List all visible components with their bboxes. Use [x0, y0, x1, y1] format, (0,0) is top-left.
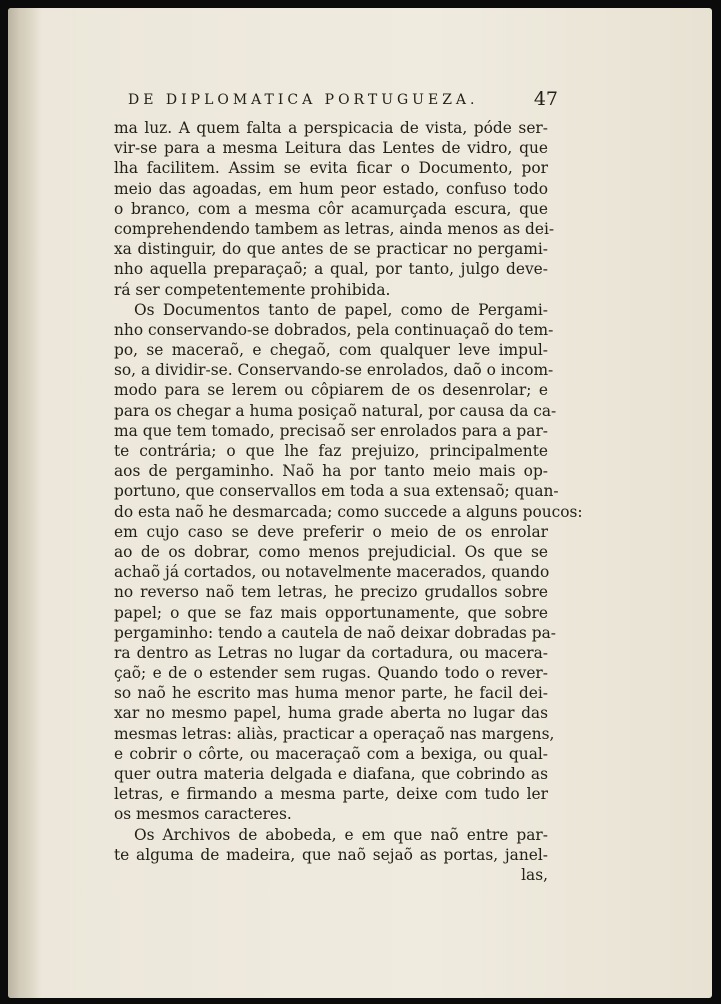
text-line: nho conservando-se dobrados, pela continuaçaõ do tem-: [114, 320, 554, 339]
text-line: Os Documentos tanto de papel, como de Pergami-: [134, 300, 548, 319]
text-line: portuno, que conservallos em toda a sua extensaõ; quan-: [114, 482, 559, 501]
text-line: quer outra materia delgada e diafana, que cobrindo as: [114, 765, 548, 783]
paragraph: [114, 825, 548, 865]
page-number: 47: [533, 88, 558, 110]
text-line: mesmas letras: aliàs, practicar a operaçaõ nas margens,: [114, 724, 555, 743]
text-line: modo para se lerem ou côpiarem de os desenrolar; e: [114, 381, 548, 400]
text-line: em cujo caso se deve preferir o meio de os enrolar: [114, 522, 548, 541]
text-line: ma luz. A quem falta a perspicacia de vista, póde ser-: [114, 119, 548, 137]
text-line: xar no mesmo papel, huma grade aberta no lugar das: [114, 704, 548, 723]
paragraph: [114, 300, 583, 825]
running-title: DE DIPLOMATICA PORTUGUEZA.: [128, 92, 479, 108]
text-line: letras, e firmando a mesma parte, deixe com tudo ler: [114, 785, 548, 804]
book-page: [8, 8, 712, 998]
text-line: so, a dividir-se. Conservando-se enrolados, daõ o incom-: [114, 361, 554, 380]
text-line: os mesmos caracteres.: [114, 805, 292, 824]
text-line: xa distinguir, do que antes de se practicar no pergami-: [114, 240, 548, 259]
text-line: comprehendendo tambem as letras, ainda menos as dei-: [114, 219, 555, 238]
paragraph: [114, 118, 555, 300]
text-line: so naõ he escrito mas huma menor parte, he facil dei-: [114, 684, 548, 703]
body-text: [114, 118, 583, 865]
text-block: [114, 88, 583, 885]
text-line: meio das agoadas, em hum peor estado, confuso todo: [114, 179, 548, 198]
text-line: çaõ; e de o estender sem rugas. Quando todo o rever-: [114, 664, 548, 683]
text-line: nho aquella preparaçaõ; a qual, por tanto, julgo deve-: [114, 260, 548, 279]
text-line: e cobrir o côrte, ou maceraçaõ com a bexiga, ou qual-: [114, 744, 548, 763]
text-line: vir-se para a mesma Leitura das Lentes de vidro, que: [114, 139, 548, 158]
catchword: las,: [521, 865, 548, 884]
text-line: ao de os dobrar, como menos prejudicial. Os que se: [114, 542, 548, 561]
text-line: do esta naõ he desmarcada; como succede a alguns poucos:: [114, 502, 583, 521]
text-line: lha facilitem. Assim se evita ficar o Documento, por: [114, 159, 548, 178]
running-head: [114, 88, 558, 118]
text-line: pergaminho: tendo a cautela de naõ deixar dobradas pa-: [114, 623, 556, 642]
text-line: ra dentro as Letras no lugar da cortadura, ou macera-: [114, 643, 548, 662]
text-line: o branco, com a mesma côr acamurçada escura, que: [114, 199, 548, 218]
text-line: te contrária; o que lhe faz prejuizo, principalmente: [114, 442, 548, 460]
text-line: po, se maceraõ, e chegaõ, com qualquer leve impul-: [114, 341, 548, 360]
text-line: no reverso naõ tem letras, he precizo grudallos sobre: [114, 583, 548, 602]
binding-gutter: [8, 8, 42, 998]
text-line: te alguma de madeira, que naõ sejaõ as portas, janel-: [114, 845, 548, 864]
text-line: Os Archivos de abobeda, e em que naõ entre par-: [134, 825, 548, 844]
text-line: ma que tem tomado, precisaõ ser enrolados para a par-: [114, 421, 548, 440]
text-line: papel; o que se faz mais opportunamente, que sobre: [114, 603, 548, 622]
text-line: achaõ já cortados, ou notavelmente macerados, quando: [114, 563, 550, 582]
text-line: para os chegar a huma posiçaõ natural, por causa da ca-: [114, 401, 557, 420]
text-line: rá ser competentemente prohibida.: [114, 280, 391, 299]
text-line: aos de pergaminho. Naõ ha por tanto meio mais op-: [114, 462, 548, 481]
